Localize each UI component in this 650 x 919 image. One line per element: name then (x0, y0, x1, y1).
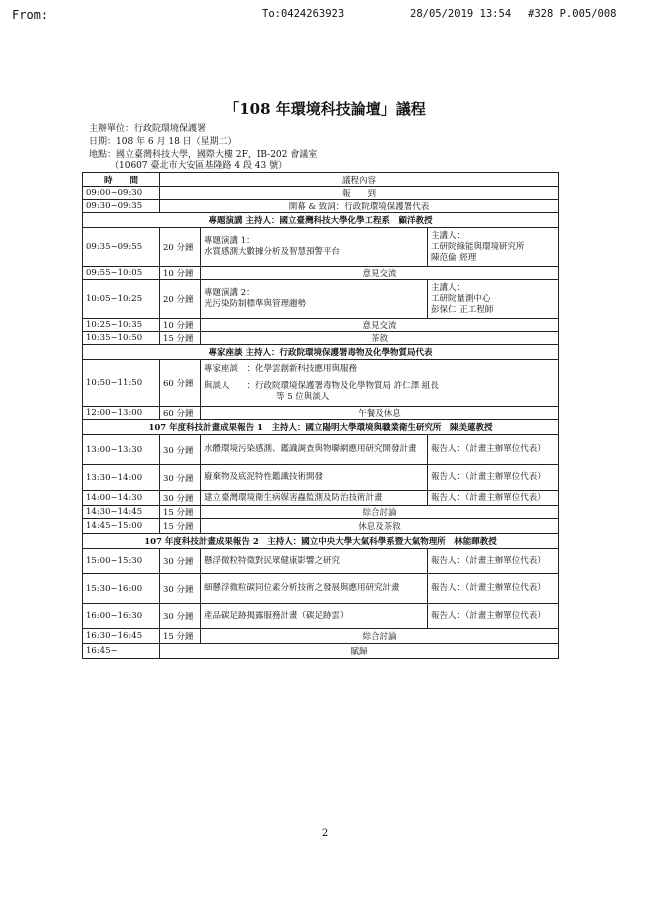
agenda-row (83, 506, 559, 519)
presenter-line: 報告人：（計畫主辦單位代表） (431, 444, 546, 454)
presentation-row (83, 604, 559, 629)
topic-cell (201, 604, 428, 629)
duration-cell: 30 分鐘 (160, 465, 201, 491)
time-cell: 14:00~14:30 (83, 491, 160, 506)
agenda-row (83, 629, 559, 644)
topic-cell (201, 228, 428, 267)
topic-cell (201, 280, 428, 319)
session-header: 專家座談 主持人：行政院環境保護署毒物及化學物質局代表 (83, 345, 559, 360)
topic-line: 光污染防制標準與管理趨勢 (204, 299, 307, 309)
panel-cell (201, 360, 559, 407)
panel-line: 與談人 ：行政院環境保護署毒物及化學物質局 許仁澤 組長 (204, 380, 439, 391)
time-cell: 09:35~09:55 (83, 228, 160, 267)
presenter-line: 工研院綠能與環境研究所 (431, 241, 525, 252)
time-cell: 16:00~16:30 (83, 604, 160, 629)
agenda-row (83, 644, 559, 659)
presentation-row (83, 465, 559, 491)
content-cell: 開幕 & 致詞：行政院環境保護署代表 (160, 200, 559, 213)
presenter-line: 主講人： (431, 282, 466, 293)
agenda-row (83, 267, 559, 280)
topic-cell (201, 574, 428, 604)
agenda-row (83, 407, 559, 420)
topic-line: 廢棄物及底泥特性鑑識技術開發 (204, 472, 324, 482)
content-cell: 休息及茶敘 (201, 519, 559, 534)
topic-line: 專題演講 2： (204, 288, 255, 298)
time-cell: 09:00~09:30 (83, 187, 160, 200)
panel-line: 專家座談 ：化學雲創新科技應用與服務 (204, 363, 358, 374)
presentation-row (83, 574, 559, 604)
topic-cell (201, 549, 428, 574)
time-cell: 10:25~10:35 (83, 319, 160, 332)
time-cell: 13:00~13:30 (83, 435, 160, 465)
presentation-row (83, 491, 559, 506)
presenter-line: 報告人：（計畫主辦單位代表） (431, 492, 546, 503)
presenter-cell (428, 465, 559, 491)
fax-page-number: #328 P.005/008 (528, 8, 617, 20)
presenter-cell (428, 574, 559, 604)
fax-datetime: 28/05/2019 13:54 (410, 8, 512, 20)
fax-to-number: To:0424263923 (262, 8, 345, 20)
presenter-cell (428, 435, 559, 465)
time-cell: 10:50~11:50 (83, 360, 160, 407)
content-cell: 綜合討論 (201, 629, 559, 644)
session-row (83, 534, 559, 549)
time-cell: 16:30~16:45 (83, 629, 160, 644)
duration-cell: 15 分鐘 (160, 506, 201, 519)
time-cell: 12:00~13:00 (83, 407, 160, 420)
session-header: 專題演講 主持人：國立臺灣科技大學化學工程系 顧洋教授 (83, 213, 559, 228)
session-row (83, 345, 559, 360)
topic-cell (201, 491, 428, 506)
duration-cell: 10 分鐘 (160, 267, 201, 280)
presentation-row (83, 228, 559, 267)
panel-line: 等 5 位與談人 (276, 391, 330, 402)
topic-line: 水體環境污染感測、鑑識調查與物聯網應用研究開發計畫 (204, 444, 417, 454)
content-cell: 午餐及休息 (201, 407, 559, 420)
duration-cell: 15 分鐘 (160, 629, 201, 644)
presenter-line: 主講人： (431, 230, 466, 241)
time-cell: 14:30~14:45 (83, 506, 160, 519)
time-cell: 15:30~16:00 (83, 574, 160, 604)
time-cell: 13:30~14:00 (83, 465, 160, 491)
page-number: 2 (321, 828, 329, 839)
duration-cell: 30 分鐘 (160, 604, 201, 629)
content-cell: 意見交流 (201, 319, 559, 332)
document-title: 「108 年環境科技論壇」議程 (224, 100, 426, 118)
duration-cell: 30 分鐘 (160, 491, 201, 506)
organizer: 主辦單位：行政院環境保護署 (89, 124, 207, 134)
presenter-line: 彭保仁 正工程師 (431, 304, 494, 315)
content-cell: 茶敘 (201, 332, 559, 345)
time-cell: 10:35~10:50 (83, 332, 160, 345)
time-cell: 14:45~15:00 (83, 519, 160, 534)
presenter-cell (428, 604, 559, 629)
fax-from: From: (12, 8, 49, 22)
time-cell: 10:05~10:25 (83, 280, 160, 319)
duration-cell: 15 分鐘 (160, 519, 201, 534)
agenda-row (83, 332, 559, 345)
agenda-row (83, 200, 559, 213)
topic-line: 細懸浮微粒碳同位素分析技術之發展與應用研究計畫 (204, 583, 400, 593)
presenter-line: 報告人：（計畫主辦單位代表） (431, 555, 546, 566)
duration-cell: 60 分鐘 (160, 360, 201, 407)
panel-row (83, 360, 559, 407)
time-cell: 09:55~10:05 (83, 267, 160, 280)
table-header-row (83, 173, 559, 187)
content-cell: 綜合討論 (201, 506, 559, 519)
header-time: 時 間 (83, 173, 160, 187)
topic-line: 懸浮微粒特徵對民眾健康影響之研究 (204, 555, 341, 566)
agenda-row (83, 187, 559, 200)
presenter-cell (428, 228, 559, 267)
venue: 地點：國立臺灣科技大學，國際大樓 2F，IB-202 會議室 (89, 150, 318, 160)
agenda-body (83, 173, 559, 659)
agenda-table (82, 172, 559, 659)
presentation-row (83, 435, 559, 465)
content-cell: 意見交流 (201, 267, 559, 280)
presenter-line: 報告人：（計畫主辦單位代表） (431, 610, 546, 621)
event-date: 日期：108 年 6 月 18 日（星期二） (89, 137, 237, 147)
time-cell: 15:00~15:30 (83, 549, 160, 574)
session-header: 107 年度科技計畫成果報告 1 主持人：國立陽明大學環境與職業衛生研究所 陳美蓮教授 (83, 420, 559, 435)
presentation-row (83, 549, 559, 574)
presentation-row (83, 280, 559, 319)
agenda-row (83, 319, 559, 332)
header-content: 議程內容 (160, 173, 559, 187)
topic-line: 水質感測大數據分析及智慧預警平台 (204, 247, 341, 257)
duration-cell: 60 分鐘 (160, 407, 201, 420)
presenter-cell (428, 549, 559, 574)
topic-line: 產品碳足跡揭露服務計畫（碳足跡雲） (204, 610, 349, 621)
presenter-cell (428, 491, 559, 506)
session-header: 107 年度科技計畫成果報告 2 主持人：國立中央大學大氣科學系暨大氣物理所 林能暉教授 (83, 534, 559, 549)
duration-cell: 15 分鐘 (160, 332, 201, 345)
presenter-line: 報告人：（計畫主辦單位代表） (431, 583, 546, 593)
presenter-line: 報告人：（計畫主辦單位代表） (431, 472, 546, 482)
agenda-row (83, 519, 559, 534)
duration-cell: 10 分鐘 (160, 319, 201, 332)
presenter-line: 工研院量測中心 (431, 293, 491, 304)
address: （10607 臺北市大安區基隆路 4 段 43 號） (110, 161, 288, 171)
content-cell: 報 到 (160, 187, 559, 200)
topic-cell (201, 435, 428, 465)
topic-line: 建立臺灣環境衛生病媒害蟲監測及防治技術計畫 (204, 492, 383, 503)
content-cell: 賦歸 (160, 644, 559, 659)
time-cell: 09:30~09:35 (83, 200, 160, 213)
topic-cell (201, 465, 428, 491)
presenter-line: 陳范倫 經理 (431, 252, 477, 263)
topic-line: 專題演講 1： (204, 236, 255, 246)
duration-cell: 30 分鐘 (160, 574, 201, 604)
duration-cell: 30 分鐘 (160, 435, 201, 465)
duration-cell: 30 分鐘 (160, 549, 201, 574)
session-row (83, 420, 559, 435)
presenter-cell (428, 280, 559, 319)
duration-cell: 20 分鐘 (160, 280, 201, 319)
duration-cell: 20 分鐘 (160, 228, 201, 267)
time-cell: 16:45~ (83, 644, 160, 659)
session-row (83, 213, 559, 228)
